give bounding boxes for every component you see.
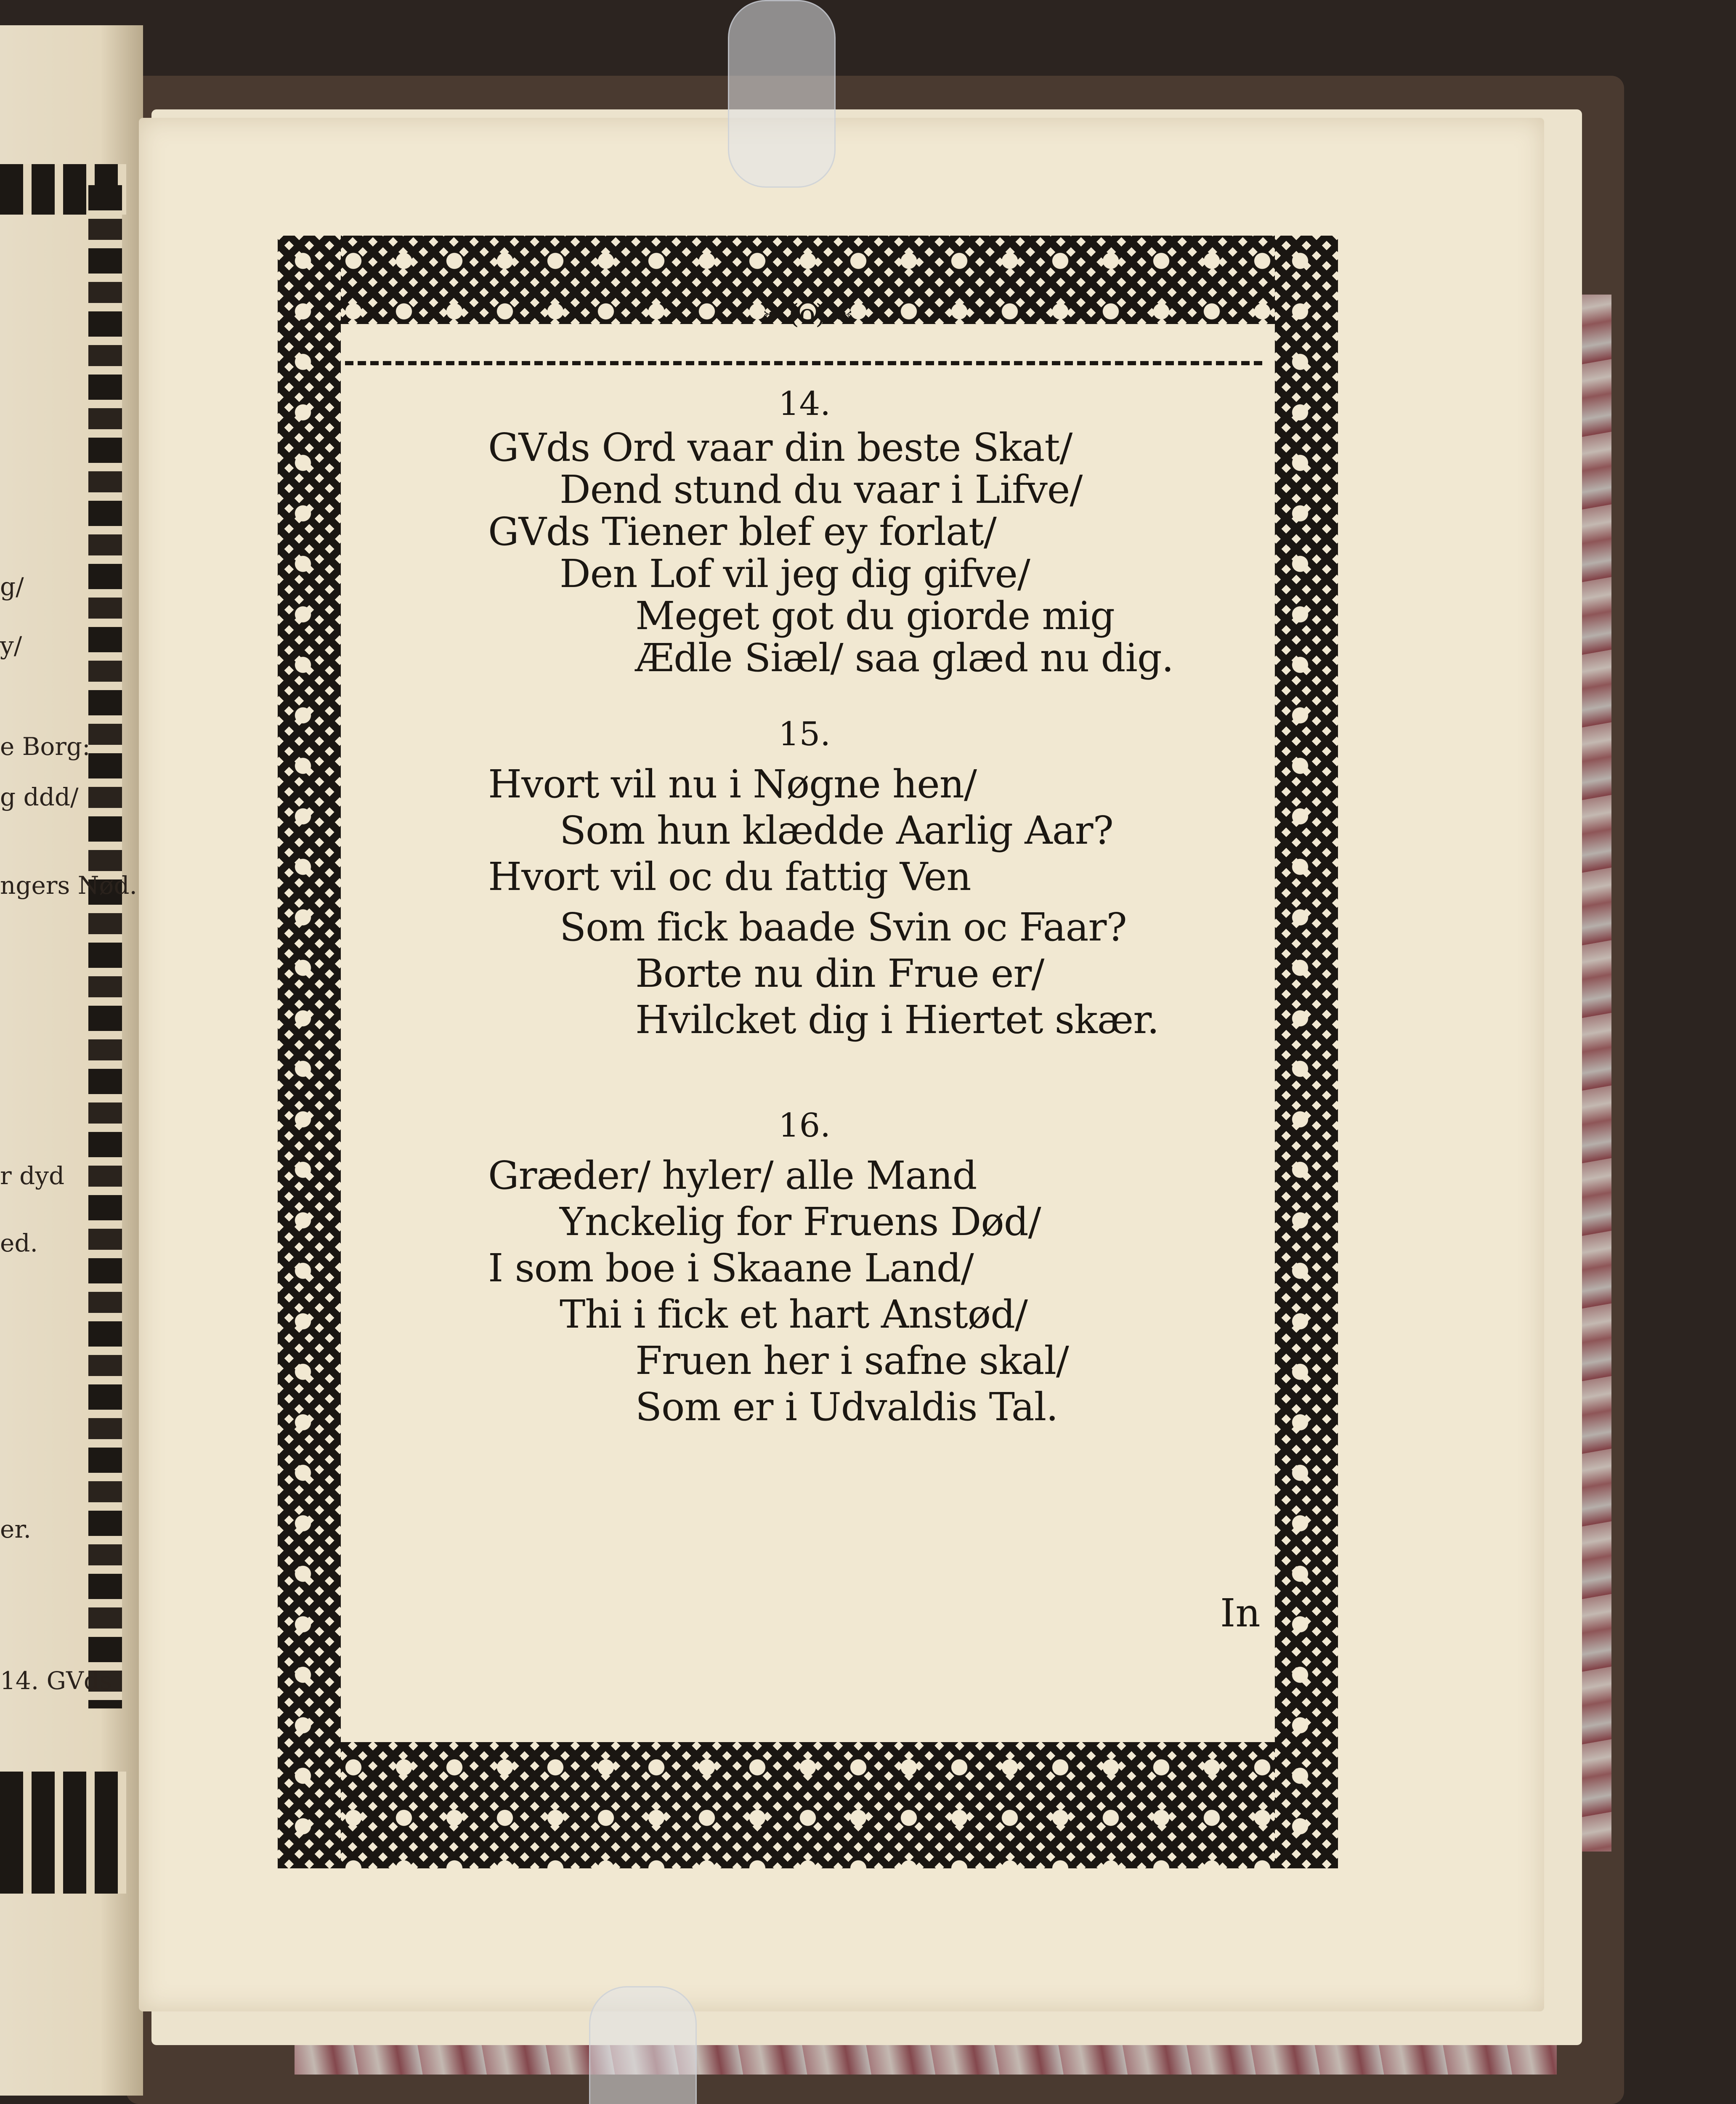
left-page-ornament-bottom <box>0 1772 126 1894</box>
poem-line: Som er i Udvaldis Tal. <box>635 1384 1058 1429</box>
poem-line: Dend stund du vaar i Lifve/ <box>560 467 1083 512</box>
header-rule <box>345 361 1262 365</box>
stanza-number: 15. <box>778 715 831 753</box>
poem-line: Den Lof vil jeg dig gifve/ <box>560 551 1030 596</box>
poem-line: Fruen her i safne skal/ <box>635 1338 1069 1383</box>
poem-line: Som hun klædde Aarlig Aar? <box>560 808 1113 853</box>
poem-line: Ædle Siæl/ saa glæd nu dig. <box>635 635 1173 680</box>
stanza-number: 14. <box>778 385 831 423</box>
stanza-number: 16. <box>778 1107 831 1145</box>
poem-line: Hvort vil oc du fattig Ven <box>488 854 971 899</box>
poem-line: Meget got du giorde mig <box>635 593 1115 638</box>
poem-line: Hvort vil nu i Nøgne hen/ <box>488 762 977 807</box>
text-block <box>341 324 1275 1742</box>
left-page-line: g ddd/ <box>0 783 79 811</box>
poem-line: I som boe i Skaane Land/ <box>488 1246 974 1291</box>
fleuron-left-icon: ❧ <box>762 303 780 329</box>
ornament-border-bottom <box>278 1742 1338 1868</box>
page-clip-bottom <box>589 1986 697 2104</box>
page-mark: (o) <box>788 299 826 330</box>
poem-line: Som fick baade Svin oc Faar? <box>560 905 1127 950</box>
page-header <box>341 299 1275 330</box>
poem-line: Græder/ hyler/ alle Mand <box>488 1153 977 1198</box>
poem-line: Thi i fick et hart Anstød/ <box>560 1292 1028 1337</box>
page-clip-top <box>728 0 836 188</box>
left-page-line: ngers Nød. <box>0 871 137 900</box>
catchword: In <box>1220 1591 1261 1636</box>
left-page-line: y/ <box>0 631 22 660</box>
left-page-catchword: 14. GVds <box>0 1666 112 1695</box>
poem-line: Ynckelig for Fruens Død/ <box>560 1199 1041 1244</box>
poem-line: GVds Ord vaar din beste Skat/ <box>488 425 1072 470</box>
left-page-line: g/ <box>0 572 24 601</box>
left-page-ornament-border <box>88 185 122 1708</box>
left-facing-page <box>0 25 143 2096</box>
poem-line: Borte nu din Frue er/ <box>635 951 1044 996</box>
ornament-border-left <box>278 236 341 1868</box>
left-page-line: er. <box>0 1515 32 1543</box>
poem-line: Hvilcket dig i Hiertet skær. <box>635 997 1159 1042</box>
poem-line: GVds Tiener blef ey forlat/ <box>488 509 996 554</box>
left-page-line: r dyd <box>0 1161 65 1190</box>
left-page-line: e Borg: <box>0 732 90 761</box>
ornament-border-right <box>1275 236 1338 1868</box>
left-page-line: ed. <box>0 1229 38 1257</box>
fleuron-right-icon: ☙ <box>834 303 854 329</box>
